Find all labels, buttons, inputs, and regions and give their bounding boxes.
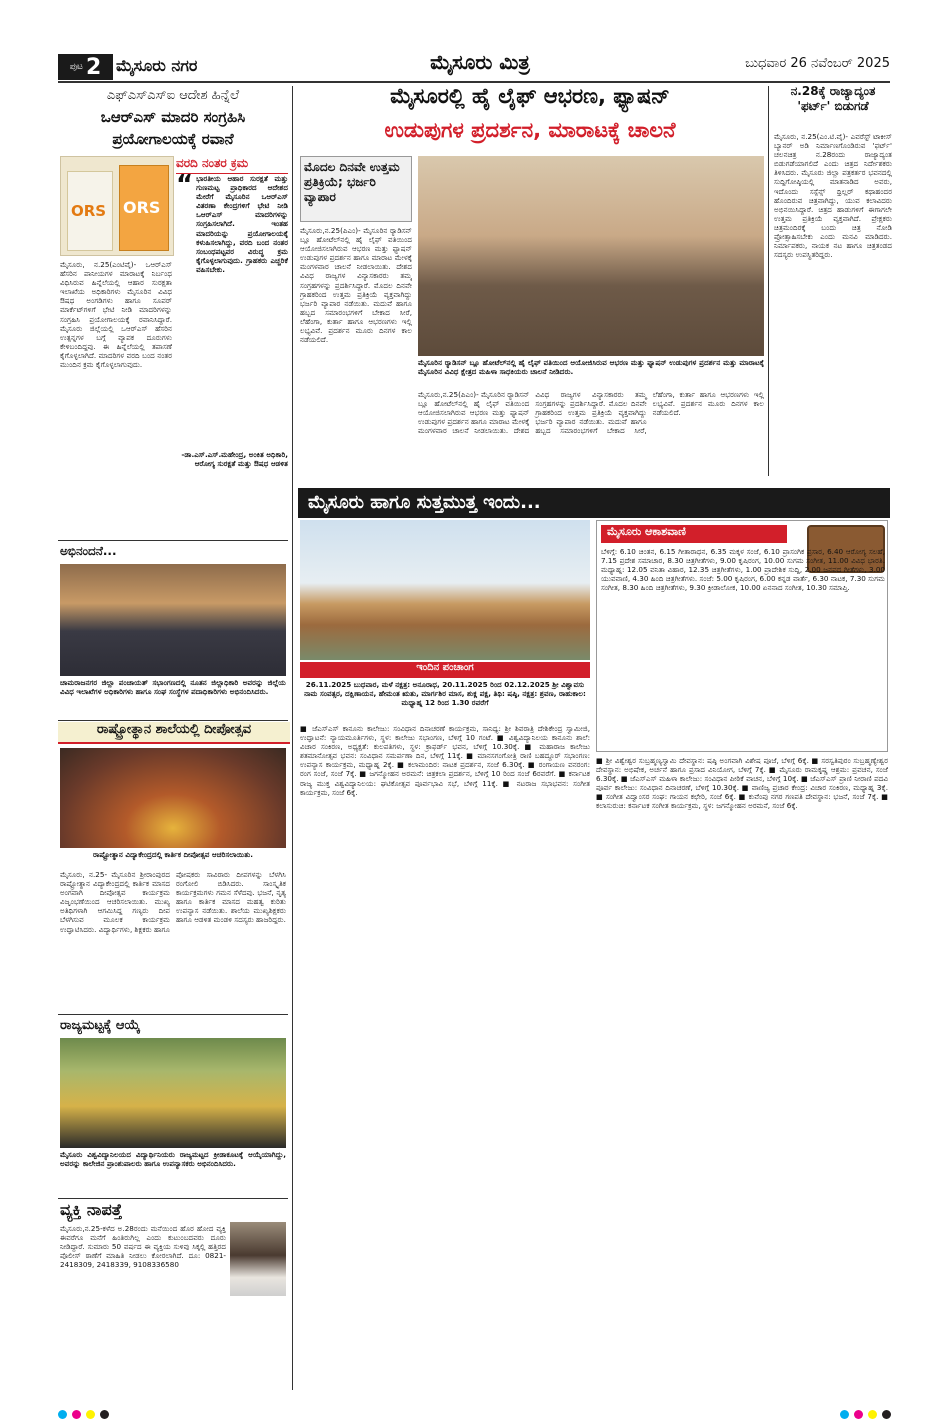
state-caption: ಮೈಸೂರು ವಿಶ್ವವಿದ್ಯಾನಿಲಯದ ವಿದ್ಯಾರ್ಥಿನಿಯರು ರಾಜ್ಯಮಟ್ಟದ ಕ್ರೀಡಾಕೂಟಕ್ಕೆ ಆಯ್ಕೆಯಾಗಿದ್ದು, ಅವರನ್ನು ಕಾಲೇಜಿನ ಪ್ರಾಂಶುಪಾಲರು ಹಾಗೂ ಉಪನ್ಯಾಸಕರು ಅಭಿನಂದಿಸಿದರು. bbox=[60, 1150, 286, 1169]
ors-quote-mark: “ bbox=[176, 170, 194, 200]
panchanga-title: ಇಂದಿನ ಪಂಚಾಂಗ bbox=[300, 662, 590, 678]
page-number: 2 bbox=[85, 54, 102, 80]
congrats-title: ಅಭಿನಂದನೆ... bbox=[60, 544, 117, 558]
state-rule bbox=[58, 1198, 288, 1199]
ors-body: ಮೈಸೂರು, ನ.25(ಎಂಟಿವೈ)- ಒಆರ್‌ಎಸ್ ಹೆಸರಿನ ಪಾನೀಯಗಳ ಮಾರಾಟಕ್ಕೆ ನಿರ್ಬಂಧ ವಿಧಿಸಿರುವ ಹಿನ್ನೆಲೆಯಲ್ಲಿ ಆಹಾರ ಸುರಕ್ಷತಾ ಇಲಾಖೆಯ ಅಧಿಕಾರಿಗಳು ಮೈಸೂರಿನ ವಿವಿಧ ಔಷಧ ಅಂಗಡಿಗಳು ಹಾಗೂ ಸೂಪರ್ ಮಾರ್ಕೆಟ್‌ಗಳಿಗೆ ಭೇಟಿ ನೀಡಿ ಮಾದರಿಗಳನ್ನು ಸಂಗ್ರಹಿಸಿ ಪ್ರಯೋಗಾಲಯಕ್ಕೆ ರವಾನಿಸಿದ್ದಾರೆ. ಮೈಸೂರು ಜಿಲ್ಲೆಯಲ್ಲಿ ಒಆರ್‌ಎಸ್ ಹೆಸರಿನ ಉತ್ಪನ್ನಗಳ ಬಗ್ಗೆ ವ್ಯಾಪಕ ದೂರುಗಳು ಕೇಳಿಬಂದಿದ್ದವು. ಈ ಹಿನ್ನೆಲೆಯಲ್ಲಿ ತಪಾಸಣೆ ಕೈಗೊಳ್ಳಲಾಗಿದೆ. ಮಾದರಿಗಳ ವರದಿ ಬಂದ ನಂತರ ಮುಂದಿನ ಕ್ರಮ ಕೈಗೊಳ್ಳಲಾಗುವುದು. bbox=[60, 260, 172, 370]
swatch-magenta bbox=[72, 1410, 81, 1419]
section-name: ಮೈಸೂರು ನಗರ bbox=[116, 56, 198, 75]
congrats-photo bbox=[60, 564, 286, 676]
congrats-caption: ಚಾಮರಾಜನಗರ ಜಿಲ್ಲಾ ಪಂಚಾಯತ್ ಸಭಾಂಗಣದಲ್ಲಿ ನೂತನ ಜಿಲ್ಲಾಧಿಕಾರಿ ಅವರನ್ನು ಜಿಲ್ಲೆಯ ವಿವಿಧ ಇಲಾಖೆಗಳ ಅಧಿಕಾರಿಗಳು ಹಾಗೂ ಸಂಘ ಸಂಸ್ಥೆಗಳ ಪದಾಧಿಕಾರಿಗಳು ಅಭಿನಂದಿಸಿದರು. bbox=[60, 678, 286, 697]
events-left: ■ ಜೆಎಸ್‌ಎಸ್ ಕಾನೂನು ಕಾಲೇಜು: ಸಂವಿಧಾನ ದಿನಾಚರಣೆ ಕಾರ್ಯಕ್ರಮ, ಸಾನಿಧ್ಯ: ಶ್ರೀ ಶಿವರಾತ್ರಿ ದೇಶಿಕೇಂದ್ರ ಸ್ವಾಮೀಜಿ, ಉದ್ಘಾಟನೆ: ನ್ಯಾಯಮೂರ್ತಿಗಳು, ಸ್ಥಳ: ಕಾಲೇಜು ಸಭಾಂಗಣ, ಬೆಳಿಗ್ಗೆ 10 ಗಂಟೆ. ■ ವಿಶ್ವವಿದ್ಯಾನಿಲಯ ಕಾನೂನು ಶಾಲೆ: ವಿಚಾರ ಸಂಕಿರಣ, ಅಧ್ಯಕ್ಷತೆ: ಕುಲಪತಿಗಳು, ಸ್ಥಳ: ಕ್ರಾಫರ್ಡ್ ಭವನ, ಬೆಳಿಗ್ಗೆ 10.30ಕ್ಕೆ. ■ ಮಹಾರಾಜ ಕಾಲೇಜು ಶತಮಾನೋತ್ಸವ ಭವನ: ಸಂವಿಧಾನ ಸಮರ್ಪಣಾ ದಿನ, ಬೆಳಿಗ್ಗೆ 11ಕ್ಕೆ. ■ ಮಾನಸಗಂಗೋತ್ರಿ ರಾಣಿ ಬಹದ್ದೂರ್ ಸಭಾಂಗಣ: ಉಪನ್ಯಾಸ ಕಾರ್ಯಕ್ರಮ, ಮಧ್ಯಾಹ್ನ 2ಕ್ಕೆ. ■ ಕಲಾಮಂದಿರ: ನಾಟಕ ಪ್ರದರ್ಶನ, ಸಂಜೆ 6.30ಕ್ಕೆ. ■ ರಂಗಾಯಣ ವನರಂಗ: ರಂಗ ಸಂಜೆ, ಸಂಜೆ 7ಕ್ಕೆ. ■ ಜಗನ್ಮೋಹನ ಅರಮನೆ: ಚಿತ್ರಕಲಾ ಪ್ರದರ್ಶನ, ಬೆಳಿಗ್ಗೆ 10 ರಿಂದ ಸಂಜೆ 6ರವರೆಗೆ. ■ ಕರ್ನಾಟಕ ರಾಜ್ಯ ಮುಕ್ತ ವಿಶ್ವವಿದ್ಯಾನಿಲಯ: ಘಟಿಕೋತ್ಸವ ಪೂರ್ವಭಾವಿ ಸಭೆ, ಬೆಳಿಗ್ಗೆ 11ಕ್ಕೆ. ■ ನಟರಾಜ ಸಭಾಭವನ: ಸಂಗೀತ ಕಾರ್ಯಕ್ರಮ, ಸಂಜೆ 6ಕ್ಕೆ. bbox=[300, 724, 590, 797]
ors-box-title: ವರದಿ ನಂತರ ಕ್ರಮ bbox=[176, 156, 288, 174]
fashion-headline-2: ಉಡುಪುಗಳ ಪ್ರದರ್ಶನ, ಮಾರಾಟಕ್ಕೆ ಚಾಲನೆ bbox=[384, 118, 676, 142]
ors-rule bbox=[58, 540, 288, 541]
radio-title: ಮೈಸೂರು ಆಕಾಶವಾಣಿ bbox=[601, 525, 787, 543]
page-number-box bbox=[58, 54, 113, 80]
swatch-black-r bbox=[882, 1410, 891, 1419]
ors-signature: -ಡಾ.ಎಸ್.ಎಸ್.ಮಹೇಂದ್ರ, ಅಂಕಿತ ಅಧಿಕಾರಿ, ಆರೋಗ್ಯ ಸುರಕ್ಷತೆ ಮತ್ತು ಔಷಧ ಆಡಳಿತ bbox=[181, 450, 288, 469]
swatch-cyan bbox=[58, 1410, 67, 1419]
congrats-rule bbox=[58, 720, 288, 721]
fashion-body-2: ಮೈಸೂರು,ನ.25(ಪಿಎಂ)- ಮೈಸೂರಿನ ರ‍್ಯಾಡಿಸನ್ ಬ್ಲೂ ಹೋಟೆಲ್‌ನಲ್ಲಿ ಹೈ ಲೈಫ್ ವತಿಯಿಂದ ಆಯೋಜಿಸಲಾಗಿರುವ ಆಭರಣ ಮತ್ತು ಫ್ಯಾಷನ್ ಉಡುಪುಗಳ ಪ್ರದರ್ಶನ ಹಾಗೂ ಮಾರಾಟ ಮೇಳಕ್ಕೆ ಮಂಗಳವಾರ ಚಾಲನೆ ನೀಡಲಾಯಿತು. ದೇಶದ ವಿವಿಧ ರಾಜ್ಯಗಳ ವಿನ್ಯಾಸಕಾರರು ತಮ್ಮ ಸಂಗ್ರಹಗಳನ್ನು ಪ್ರದರ್ಶಿಸಿದ್ದಾರೆ. ಮೊದಲ ದಿನವೇ ಗ್ರಾಹಕರಿಂದ ಉತ್ತಮ ಪ್ರತಿಕ್ರಿಯೆ ವ್ಯಕ್ತವಾಗಿದ್ದು ಭರ್ಜರಿ ವ್ಯಾಪಾರ ನಡೆಯಿತು. ಮದುವೆ ಹಾಗೂ ಹಬ್ಬದ ಸಮಾರಂಭಗಳಿಗೆ ಬೇಕಾದ ಸೀರೆ, ಲೆಹೆಂಗಾ, ಕುರ್ತಾ ಹಾಗೂ ಆಭರಣಗಳು ಇಲ್ಲಿ ಲಭ್ಯವಿವೆ. ಪ್ರದರ್ಶನ ಮೂರು ದಿನಗಳ ಕಾಲ ನಡೆಯಲಿದೆ. bbox=[418, 390, 764, 436]
panchanga-text: 26.11.2025 ಬುಧವಾರ, ಮಳೆ ನಕ್ಷತ್ರ: ಅನೂರಾಧ, 20.11.2025 ರಿಂದ 02.12.2025 ಶ್ರೀ ವಿಶ್ವಾವಸು ನಾಮ ಸಂವತ್ಸರ, ದಕ್ಷಿಣಾಯನ, ಹೇಮಂತ ಋತು, ಮಾರ್ಗಶಿರ ಮಾಸ, ಶುಕ್ಲ ಪಕ್ಷ, ತಿಥಿ: ಷಷ್ಠಿ, ನಕ್ಷತ್ರ: ಶ್ರವಣ, ರಾಹುಕಾಲ: ಮಧ್ಯಾಹ್ನ 12 ರಿಂದ 1.30 ರವರೆಗೆ bbox=[304, 680, 586, 708]
palace-photo bbox=[300, 520, 590, 660]
ors-quote: ಭಾರತೀಯ ಆಹಾರ ಸುರಕ್ಷತೆ ಮತ್ತು ಗುಣಮಟ್ಟ ಪ್ರಾಧಿಕಾರದ ಆದೇಶದ ಮೇರೆಗೆ ಮೈಸೂರಿನ ಒಆರ್‌ಎಸ್ ವಿತರಣಾ ಕೇಂದ್ರಗಳಿಗೆ ಭೇಟಿ ನೀಡಿ ಒಆರ್‌ಎಸ್ ಮಾದರಿಗಳನ್ನು ಸಂಗ್ರಹಿಸಲಾಗಿದೆ. ಇಂತಹ ಮಾದರಿಯನ್ನು ಪ್ರಯೋಗಾಲಯಕ್ಕೆ ಕಳುಹಿಸಲಾಗಿದ್ದು, ವರದಿ ಬಂದ ನಂತರ ಸಂಬಂಧಪಟ್ಟವರ ವಿರುದ್ಧ ಕ್ರಮ ಕೈಗೊಳ್ಳಲಾಗುವುದು. ಗ್ರಾಹಕರು ಎಚ್ಚರಿಕೆ ವಹಿಸಬೇಕು. bbox=[196, 174, 288, 274]
swatch-yellow-r bbox=[868, 1410, 877, 1419]
ors-kicker: ಎಫ್‌ಎಸ್‌ಎಸ್‌ಐ ಆದೇಶ ಹಿನ್ನೆಲೆ bbox=[106, 88, 240, 103]
missing-title: ವ್ಯಕ್ತಿ ನಾಪತ್ತೆ bbox=[60, 1200, 123, 1219]
events-right: ■ ಶ್ರೀ ವಿಶ್ವೇಶ್ವರ ಸುಬ್ರಹ್ಮಣ್ಯಸ್ವಾಮಿ ದೇವಸ್ಥಾನ: ಷಷ್ಠಿ ಅಂಗವಾಗಿ ವಿಶೇಷ ಪೂಜೆ, ಬೆಳಿಗ್ಗೆ 6ಕ್ಕೆ. ■ ಸರಸ್ವತಿಪುರಂ ಸುಬ್ರಹ್ಮಣ್ಯೇಶ್ವರ ದೇವಸ್ಥಾನ: ಅಭಿಷೇಕ, ಅರ್ಚನೆ ಹಾಗೂ ಪ್ರಸಾದ ವಿನಿಯೋಗ, ಬೆಳಿಗ್ಗೆ 7ಕ್ಕೆ. ■ ಮೈಸೂರು ರಾಮಕೃಷ್ಣ ಆಶ್ರಮ: ಪ್ರವಚನ, ಸಂಜೆ 6.30ಕ್ಕೆ. ■ ಜೆಎಸ್‌ಎಸ್ ಮಹಿಳಾ ಕಾಲೇಜು: ಸಂವಿಧಾನ ಪೀಠಿಕೆ ವಾಚನ, ಬೆಳಿಗ್ಗೆ 10ಕ್ಕೆ. ■ ಜೆಎಸ್‌ಎಸ್ ಪ್ರಾಣಿ ನೀರಾಣಿ ಪದವಿ ಪೂರ್ವ ಕಾಲೇಜು: ಸಂವಿಧಾನ ದಿನಾಚರಣೆ, ಬೆಳಿಗ್ಗೆ 10.30ಕ್ಕೆ. ■ ವಾಣಿಜ್ಯ ಪ್ರಚಾರ ಕೇಂದ್ರ: ವಿಚಾರ ಸಂಕಿರಣ, ಮಧ್ಯಾಹ್ನ 3ಕ್ಕೆ. ■ ಸಂಗೀತ ವಿದ್ವಾಂಸರ ಸಂಘ: ಗಾಯನ ಕಛೇರಿ, ಸಂಜೆ 6ಕ್ಕೆ. ■ ಕುವೆಂಪು ನಗರ ಗಣಪತಿ ದೇವಸ್ಥಾನ: ಭಜನೆ, ಸಂಜೆ 7ಕ್ಕೆ. ■ ಕಲಾಸುರುಚಿ: ಕರ್ನಾಟಕ ಸಂಗೀತ ಕಾರ್ಯಕ್ರಮ, ಸ್ಥಳ: ಜಗನ್ಮೋಹನ ಅರಮನೆ, ಸಂಜೆ 6ಕ್ಕೆ. bbox=[596, 756, 888, 811]
column-divider bbox=[292, 86, 293, 1390]
ors-pack-2-label: ORS bbox=[123, 198, 161, 217]
deepotsava-title: ರಾಷ್ಟ್ರೋತ್ಥಾನ ಶಾಲೆಯಲ್ಲಿ ದೀಪೋತ್ಸವ bbox=[58, 722, 290, 744]
fashion-caption: ಮೈಸೂರಿನ ರ‍್ಯಾಡಿಸನ್ ಬ್ಲೂ ಹೋಟೆಲ್‌ನಲ್ಲಿ ಹೈ ಲೈಫ್ ವತಿಯಿಂದ ಆಯೋಜಿಸಿರುವ ಆಭರಣ ಮತ್ತು ಫ್ಯಾಷನ್ ಉಡುಪುಗಳ ಪ್ರದರ್ಶನ ಮತ್ತು ಮಾರಾಟಕ್ಕೆ ಮೈಸೂರಿನ ವಿವಿಧ ಕ್ಷೇತ್ರದ ಮಹಿಳಾ ಸಾಧಕಿಯರು ಚಾಲನೆ ನೀಡಿದರು. bbox=[418, 358, 764, 377]
missing-body: ಮೈಸೂರು,ನ.25-ಕಳೆದ ಅ.28ರಂದು ಮನೆಯಿಂದ ಹೊರ ಹೋದ ವ್ಯಕ್ತಿ ಈವರೆಗೂ ಮನೆಗೆ ಹಿಂತಿರುಗಿಲ್ಲ ಎಂದು ಕುಟುಂಬದವರು ದೂರು ನೀಡಿದ್ದಾರೆ. ಸುಮಾರು 50 ವರ್ಷದ ಈ ವ್ಯಕ್ತಿಯ ಸುಳಿವು ಸಿಕ್ಕಲ್ಲಿ ಹತ್ತಿರದ ಪೊಲೀಸ್ ಠಾಣೆಗೆ ಮಾಹಿತಿ ನೀಡಲು ಕೋರಲಾಗಿದೆ. ದೂ: 0821-2418309, 2418339, 9108336580 bbox=[60, 1224, 226, 1270]
fort-body: ಮೈಸೂರು, ನ.25(ಎಂ.ಟಿ.ವೈ)- ಎವರೆಸ್ಟ್ ಟಾಕೀಸ್ ಬ್ಯಾನರ್ ಅಡಿ ನಿರ್ಮಾಣಗೊಂಡಿರುವ 'ಫರ್ಟ್' ಚಲನಚಿತ್ರ ನ.28ರಂದು ರಾಜ್ಯಾದ್ಯಂತ ಬಿಡುಗಡೆಯಾಗಲಿದೆ ಎಂದು ಚಿತ್ರದ ನಿರ್ದೇಶಕರು ತಿಳಿಸಿದರು. ಮೈಸೂರು ಜಿಲ್ಲಾ ಪತ್ರಕರ್ತರ ಭವನದಲ್ಲಿ ಸುದ್ದಿಗೋಷ್ಠಿಯಲ್ಲಿ ಮಾತನಾಡಿದ ಅವರು, ಇದೊಂದು ಸಸ್ಪೆನ್ಸ್ ಥ್ರಿಲ್ಲರ್ ಕಥಾಹಂದರ ಹೊಂದಿರುವ ಚಿತ್ರವಾಗಿದ್ದು, ಯುವ ಕಲಾವಿದರು ಅಭಿನಯಿಸಿದ್ದಾರೆ. ಚಿತ್ರದ ಹಾಡುಗಳಿಗೆ ಈಗಾಗಲೇ ಉತ್ತಮ ಪ್ರತಿಕ್ರಿಯೆ ವ್ಯಕ್ತವಾಗಿದೆ. ಪ್ರೇಕ್ಷಕರು ಚಿತ್ರಮಂದಿರಕ್ಕೆ ಬಂದು ಚಿತ್ರ ನೋಡಿ ಪ್ರೋತ್ಸಾಹಿಸಬೇಕು ಎಂದು ಮನವಿ ಮಾಡಿದರು. ನಿರ್ಮಾಪಕರು, ನಾಯಕ ನಟ ಹಾಗೂ ಚಿತ್ರತಂಡದ ಸದಸ್ಯರು ಉಪಸ್ಥಿತರಿದ್ದರು. bbox=[774, 132, 892, 260]
ors-pack-label: ORS bbox=[71, 202, 107, 220]
swatch-magenta-r bbox=[854, 1410, 863, 1419]
deepotsava-caption: ರಾಷ್ಟ್ರೋತ್ಥಾನ ವಿದ್ಯಾಕೇಂದ್ರದಲ್ಲಿ ಕಾರ್ತಿಕ ದೀಪೋತ್ಸವ ಆಚರಿಸಲಾಯಿತು. bbox=[92, 850, 254, 859]
deepotsava-body: ಮೈಸೂರು, ನ.25- ಮೈಸೂರಿನ ಶ್ರೀರಾಂಪುರದ ರಾಷ್ಟ್ರೋತ್ಥಾನ ವಿದ್ಯಾಕೇಂದ್ರದಲ್ಲಿ ಕಾರ್ತಿಕ ಮಾಸದ ಅಂಗವಾಗಿ ದೀಪೋತ್ಸವ ಕಾರ್ಯಕ್ರಮ ವಿಜೃಂಭಣೆಯಿಂದ ಆಚರಿಸಲಾಯಿತು. ಮುಖ್ಯ ಅತಿಥಿಗಳಾಗಿ ಆಗಮಿಸಿದ್ದ ಗಣ್ಯರು ದೀಪ ಬೆಳಗಿಸುವ ಮೂಲಕ ಕಾರ್ಯಕ್ರಮ ಉದ್ಘಾಟಿಸಿದರು. ವಿದ್ಯಾರ್ಥಿಗಳು, ಶಿಕ್ಷಕರು ಹಾಗೂ ಪೋಷಕರು ಸಾವಿರಾರು ದೀಪಗಳನ್ನು ಬೆಳಗಿಸಿ ರಂಗೋಲಿ ಬಿಡಿಸಿದರು. ಸಾಂಸ್ಕೃತಿಕ ಕಾರ್ಯಕ್ರಮಗಳು ಗಮನ ಸೆಳೆದವು. ಭಜನೆ, ನೃತ್ಯ ಹಾಗೂ ಕಾರ್ತಿಕ ಮಾಸದ ಮಹತ್ವ ಕುರಿತು ಉಪನ್ಯಾಸ ನಡೆಯಿತು. ಶಾಲೆಯ ಮುಖ್ಯಶಿಕ್ಷಕರು ಹಾಗೂ ಆಡಳಿತ ಮಂಡಳಿ ಸದಸ್ಯರು ಹಾಜರಿದ್ದರು. bbox=[60, 870, 286, 934]
fashion-headline-1: ಮೈಸೂರಲ್ಲಿ ಹೈ ಲೈಫ್ ಆಭರಣ, ಫ್ಯಾಷನ್ bbox=[390, 84, 670, 108]
swatch-cyan-r bbox=[840, 1410, 849, 1419]
radio-schedule: ಬೆಳಿಗ್ಗೆ: 6.10 ಚಿಂತನ, 6.15 ಗೀತಾರಾಧನ, 6.35 ಮಕ್ಕಳ ಸಂಜೆ, 6.10 ಪ್ರಾಸಂಗಿಕ ಪ್ರಸಾರ, 6.40 ಆರೋಗ್ಯ ಸಲಹೆ, 7.15 ಪ್ರದೇಶ ಸಮಾಚಾರ, 8.30 ಚಿತ್ರಗೀತೆಗಳು, 9.00 ಕೃಷಿರಂಗ, 10.00 ಸುಗಮ ಸಂಗೀತ, 11.00 ವಿವಿಧ ಭಾರತಿ. ಮಧ್ಯಾಹ್ನ: 12.05 ವನಿತಾ ವಿಹಾರ, 12.35 ಚಿತ್ರಗೀತೆಗಳು, 1.00 ಪ್ರಾದೇಶಿಕ ಸುದ್ದಿ, 2.00 ಜನಪದ ಗೀತೆಗಳು, 3.00 ಯುವವಾಣಿ, 4.30 ಹಿಂದಿ ಚಿತ್ರಗೀತೆಗಳು. ಸಂಜೆ: 5.00 ಕೃಷಿರಂಗ, 6.00 ಕನ್ನಡ ವಾರ್ತೆ, 6.30 ನಾಟಕ, 7.30 ಸುಗಮ ಸಂಗೀತ, 8.30 ಹಿಂದಿ ಚಿತ್ರಗೀತೆಗಳು, 9.30 ಕ್ರೀಡಾಲೋಕ, 10.00 ಏನನಾದ ಸಂಗೀತ, 10.30 ಸಮಾಪ್ತಿ. bbox=[601, 547, 885, 593]
header-rule bbox=[58, 81, 890, 83]
fashion-subhead: ಮೊದಲ ದಿನವೇ ಉತ್ತಮ ಪ್ರತಿಕ್ರಿಯೆ; ಭರ್ಜರಿ ವ್ಯಾಪಾರ bbox=[300, 156, 412, 222]
ors-pack-2 bbox=[119, 165, 169, 251]
right-column-divider bbox=[768, 86, 769, 476]
swatch-black bbox=[100, 1410, 109, 1419]
issue-date: ಬುಧವಾರ 26 ನವೆಂಬರ್ 2025 bbox=[745, 56, 890, 71]
ors-product-image bbox=[60, 156, 174, 256]
ors-pack-1 bbox=[67, 171, 113, 251]
swatch-yellow bbox=[86, 1410, 95, 1419]
ors-headline-2: ಪ್ರಯೋಗಾಲಯಕ್ಕೆ ರವಾನೆ bbox=[112, 130, 234, 148]
radio-box bbox=[596, 520, 888, 752]
state-title: ರಾಜ್ಯಮಟ್ಟಕ್ಕೆ ಆಯ್ಕೆ bbox=[60, 1018, 141, 1033]
missing-photo bbox=[230, 1222, 286, 1296]
ors-box bbox=[176, 156, 288, 496]
fashion-photo bbox=[418, 156, 764, 356]
today-title: ಮೈಸೂರು ಹಾಗೂ ಸುತ್ತಮುತ್ತ ಇಂದು... bbox=[298, 488, 890, 518]
page-label: ಪುಟ bbox=[69, 62, 83, 72]
deepotsava-photo bbox=[60, 748, 286, 848]
ors-headline-1: ಒಆರ್‌ಎಸ್ ಮಾದರಿ ಸಂಗ್ರಹಿಸಿ bbox=[100, 108, 246, 126]
state-photo bbox=[60, 1038, 286, 1148]
deepotsava-rule bbox=[58, 1014, 288, 1015]
masthead: ಮೈಸೂರು ಮಿತ್ರ bbox=[430, 50, 530, 74]
fashion-body: ಮೈಸೂರು,ನ.25(ಪಿಎಂ)- ಮೈಸೂರಿನ ರ‍್ಯಾಡಿಸನ್ ಬ್ಲೂ ಹೋಟೆಲ್‌ನಲ್ಲಿ ಹೈ ಲೈಫ್ ವತಿಯಿಂದ ಆಯೋಜಿಸಲಾಗಿರುವ ಆಭರಣ ಮತ್ತು ಫ್ಯಾಷನ್ ಉಡುಪುಗಳ ಪ್ರದರ್ಶನ ಹಾಗೂ ಮಾರಾಟ ಮೇಳಕ್ಕೆ ಮಂಗಳವಾರ ಚಾಲನೆ ನೀಡಲಾಯಿತು. ದೇಶದ ವಿವಿಧ ರಾಜ್ಯಗಳ ವಿನ್ಯಾಸಕಾರರು ತಮ್ಮ ಸಂಗ್ರಹಗಳನ್ನು ಪ್ರದರ್ಶಿಸಿದ್ದಾರೆ. ಮೊದಲ ದಿನವೇ ಗ್ರಾಹಕರಿಂದ ಉತ್ತಮ ಪ್ರತಿಕ್ರಿಯೆ ವ್ಯಕ್ತವಾಗಿದ್ದು ಭರ್ಜರಿ ವ್ಯಾಪಾರ ನಡೆಯಿತು. ಮದುವೆ ಹಾಗೂ ಹಬ್ಬದ ಸಮಾರಂಭಗಳಿಗೆ ಬೇಕಾದ ಸೀರೆ, ಲೆಹೆಂಗಾ, ಕುರ್ತಾ ಹಾಗೂ ಆಭರಣಗಳು ಇಲ್ಲಿ ಲಭ್ಯವಿವೆ. ಪ್ರದರ್ಶನ ಮೂರು ದಿನಗಳ ಕಾಲ ನಡೆಯಲಿದೆ. bbox=[300, 226, 412, 345]
fort-headline: ನ.28ಕ್ಕೆ ರಾಜ್ಯಾದ್ಯಂತ 'ಫರ್ಟ್' ಬಿಡುಗಡೆ bbox=[790, 84, 876, 113]
